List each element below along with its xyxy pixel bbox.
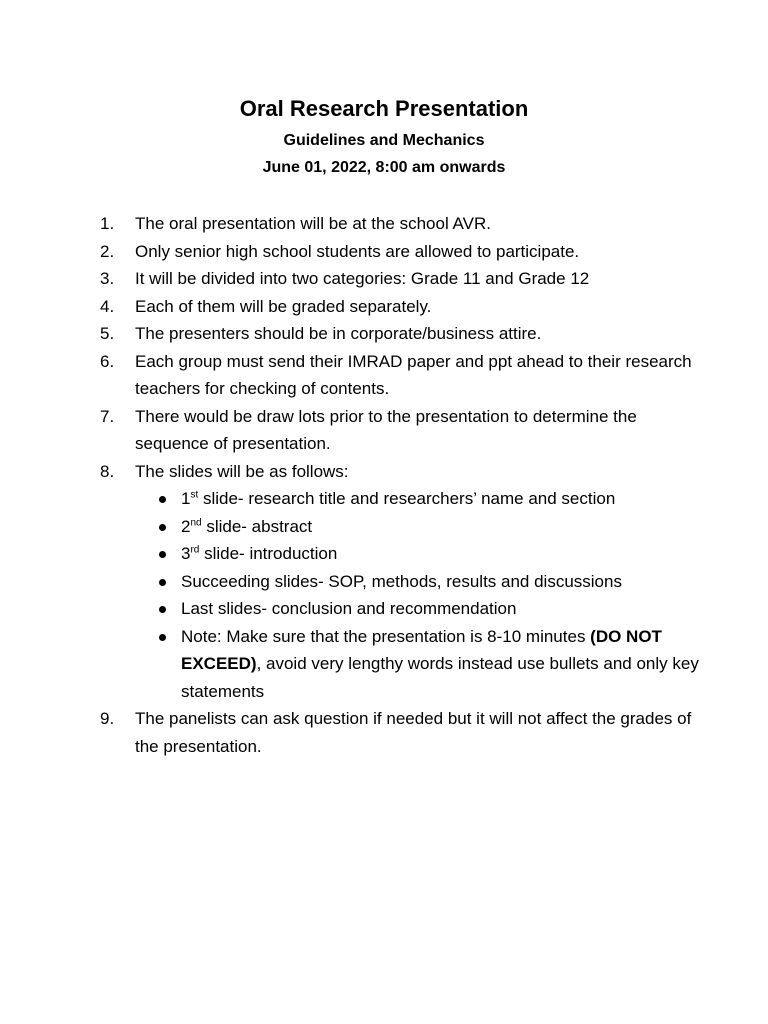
list-number: 3. bbox=[100, 269, 115, 288]
list-item bbox=[100, 265, 700, 293]
bullet-text: Last slides- conclusion and recommendation bbox=[181, 599, 517, 618]
slides-bullet-list bbox=[135, 485, 700, 705]
list-number: 8. bbox=[100, 461, 115, 481]
bullet-item bbox=[135, 513, 700, 541]
list-item bbox=[100, 320, 700, 348]
bullet-text: Succeeding slides- SOP, methods, results and discussions bbox=[181, 571, 622, 591]
bullet-item bbox=[135, 623, 700, 706]
note-text-continued: , avoid very lengthy words instead use bullets and only key statements bbox=[181, 654, 699, 701]
bullet-item bbox=[135, 540, 700, 568]
bullet-ordinal-suffix: st bbox=[190, 489, 199, 501]
bullet-icon bbox=[159, 634, 166, 641]
bullet-ordinal-suffix: nd bbox=[190, 516, 202, 528]
list-item-text: The panelists can ask question if needed but it will not affect the grades of the presentation. bbox=[135, 709, 692, 756]
list-number: 7. bbox=[100, 406, 115, 426]
bullet-ordinal: 2 bbox=[181, 516, 191, 536]
bullet-icon bbox=[159, 579, 166, 586]
bullet-icon bbox=[159, 606, 166, 613]
list-number: 5. bbox=[100, 324, 115, 343]
note-text: Note: Make sure that the presentation is 8-10 minutes bbox=[181, 626, 591, 646]
list-item-text: It will be divided into two categories: Grade 11 and Grade 12 bbox=[135, 269, 590, 288]
list-number: 1. bbox=[100, 214, 115, 233]
note-emphasis: (DO NOT EXCEED) bbox=[181, 626, 662, 673]
list-item-text: There would be draw lots prior to the presentation to determine the sequence of presentation. bbox=[135, 406, 637, 453]
list-number: 2. bbox=[100, 241, 115, 261]
list-item bbox=[100, 210, 700, 238]
list-item bbox=[100, 458, 700, 706]
list-item-text: The presenters should be in corporate/business attire. bbox=[135, 324, 542, 343]
list-item-text: Only senior high school students are allowed to participate. bbox=[135, 241, 580, 261]
guidelines-list bbox=[100, 210, 700, 760]
bullet-text: slide- introduction bbox=[199, 544, 338, 563]
bullet-icon bbox=[159, 551, 166, 558]
bullet-icon bbox=[159, 496, 166, 503]
list-item-text: Each of them will be graded separately. bbox=[135, 296, 432, 316]
document-date: June 01, 2022, 8:00 am onwards bbox=[262, 159, 506, 176]
bullet-item bbox=[135, 595, 700, 623]
bullet-text: slide- research title and researchers’ name and section bbox=[198, 489, 616, 508]
bullet-ordinal: 3 bbox=[181, 544, 191, 563]
bullet-icon bbox=[159, 524, 166, 531]
list-item bbox=[100, 293, 700, 321]
list-item bbox=[100, 238, 700, 266]
bullet-item bbox=[135, 485, 700, 513]
list-item bbox=[100, 705, 700, 760]
list-item-text: The oral presentation will be at the school AVR. bbox=[135, 214, 491, 233]
list-number: 6. bbox=[100, 351, 115, 371]
list-item bbox=[100, 348, 700, 403]
bullet-ordinal: 1 bbox=[181, 489, 191, 508]
bullet-ordinal-suffix: rd bbox=[190, 544, 200, 556]
list-number: 4. bbox=[100, 296, 115, 316]
document-title: Oral Research Presentation bbox=[239, 96, 529, 121]
list-item-text: The slides will be as follows: bbox=[135, 461, 349, 481]
list-item-text: Each group must send their IMRAD paper and ppt ahead to their research teachers for checking of contents. bbox=[135, 351, 692, 398]
list-item bbox=[100, 403, 700, 458]
list-number: 9. bbox=[100, 709, 115, 728]
bullet-text: slide- abstract bbox=[201, 516, 313, 536]
document-subtitle: Guidelines and Mechanics bbox=[283, 132, 485, 149]
bullet-item bbox=[135, 568, 700, 596]
